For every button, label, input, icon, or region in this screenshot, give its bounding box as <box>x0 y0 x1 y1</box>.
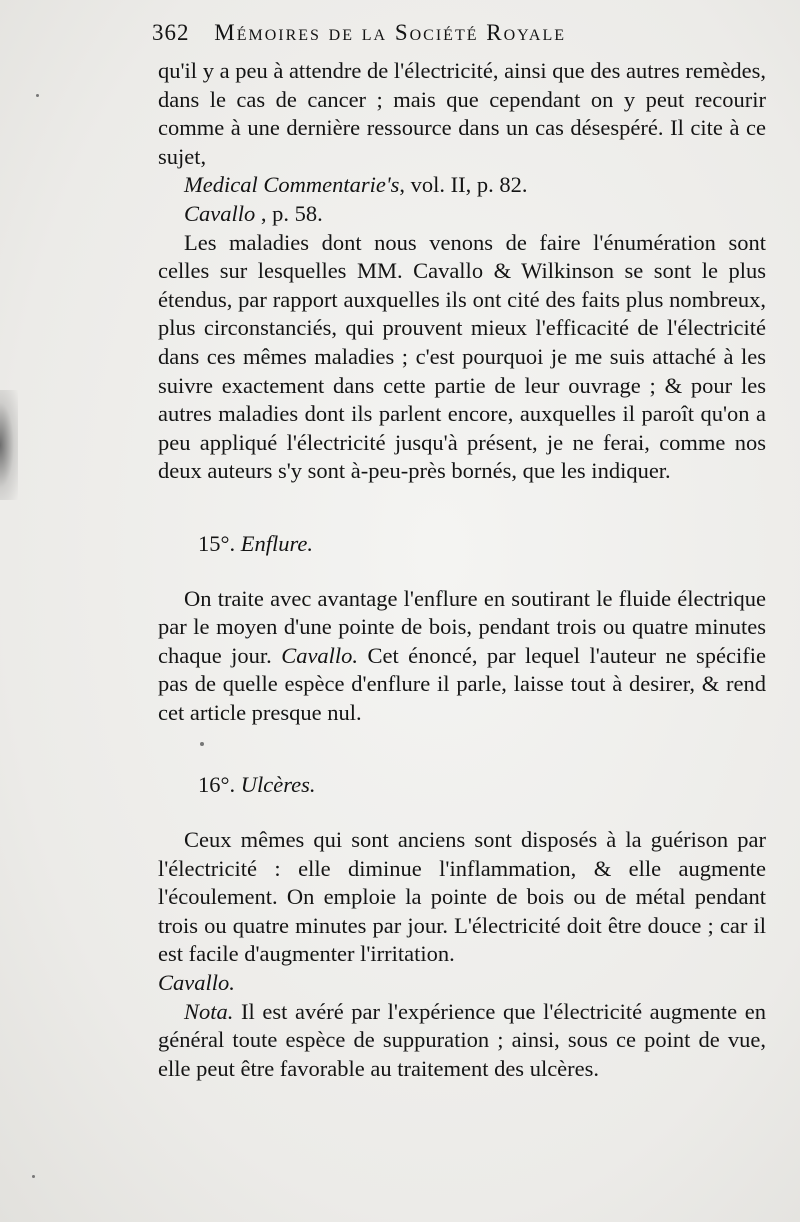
section-heading <box>158 530 766 559</box>
reference-title: Medical Commentarie's <box>184 172 400 198</box>
citation-author: Cavallo. <box>158 970 235 996</box>
nota-label: Nota. <box>184 998 234 1024</box>
page-number: 362 <box>152 20 190 45</box>
paragraph-ulceres: Ceux mêmes qui sont anciens sont disposés à la guérison par l'électricité : elle diminue l'inflammation, & elle augmente l'écoulement. On emploie la pointe de bois ou de métal pendant trois ou quatre minutes par jour. L'électricité doit être douce ; car il est facile d'augmenter l'irritation. <box>158 827 766 967</box>
section-number: 16°. <box>198 772 236 798</box>
reference-detail: , vol. II, p. 82. <box>399 172 528 198</box>
ink-speck <box>32 1175 35 1178</box>
running-header <box>152 20 772 60</box>
section-title: Enflure. <box>240 530 314 556</box>
paragraph-nota: Nota. Il est avéré par l'expérience que l'électricité augmente en général toute espèce de suppuration ; ainsi, sous ce point de vue, elle peut être favorable au traitement des ulcères. <box>158 998 766 1081</box>
citation-author: Cavallo. <box>281 642 359 668</box>
citation-line <box>158 969 766 998</box>
ink-speck <box>36 94 39 97</box>
paragraph-intro: qu'il y a peu à attendre de l'électricité, ainsi que des autres remèdes, dans le cas de cancer ; mais que cependant on y peut recourir comme à une dernière ressource dans un cas désespéré. Il cite à ce sujet, <box>158 58 766 169</box>
paragraph-enflure: On traite avec avantage l'enflure en soutirant le fluide électrique par le moyen d'une pointe de bois, pendant trois ou quatre minutes chaque jour. Cavallo. Cet énoncé, par lequel l'auteur ne spécifie pas de quelle espèce d'enflure il parle, laisse tout à desirer, & rend cet article presque nul. <box>158 585 766 725</box>
page-shadow <box>0 390 18 500</box>
reference-line <box>158 200 766 229</box>
reference-detail: , p. 58. <box>255 200 323 226</box>
reference-author: Cavallo <box>184 200 256 226</box>
running-title: Mémoires de la Société Royale <box>214 20 567 45</box>
section-title: Ulcères. <box>240 772 316 798</box>
body-text <box>158 57 766 1083</box>
section-number: 15°. <box>198 530 236 556</box>
reference-line <box>158 171 766 200</box>
section-heading <box>158 771 766 800</box>
paragraph-main: Les maladies dont nous venons de faire l'énumération sont celles sur lesquelles MM. Cavallo & Wilkinson se sont le plus étendus, par rapport auxquelles ils ont cité des faits plus nombreux, plus circonstanciés, qui prouvent mieux l'efficacité de l'électricité dans ces mêmes maladies ; c'est pourquoi je me suis attaché à les suivre exactement dans cette partie de leur ouvrage ; & pour les autres maladies dont ils parlent encore, auxquelles il paroît qu'on a peu appliqué l'électricité jusqu'à présent, je ne ferai, comme nos deux auteurs s'y sont à-peu-près bornés, que les indiquer. <box>158 229 766 484</box>
